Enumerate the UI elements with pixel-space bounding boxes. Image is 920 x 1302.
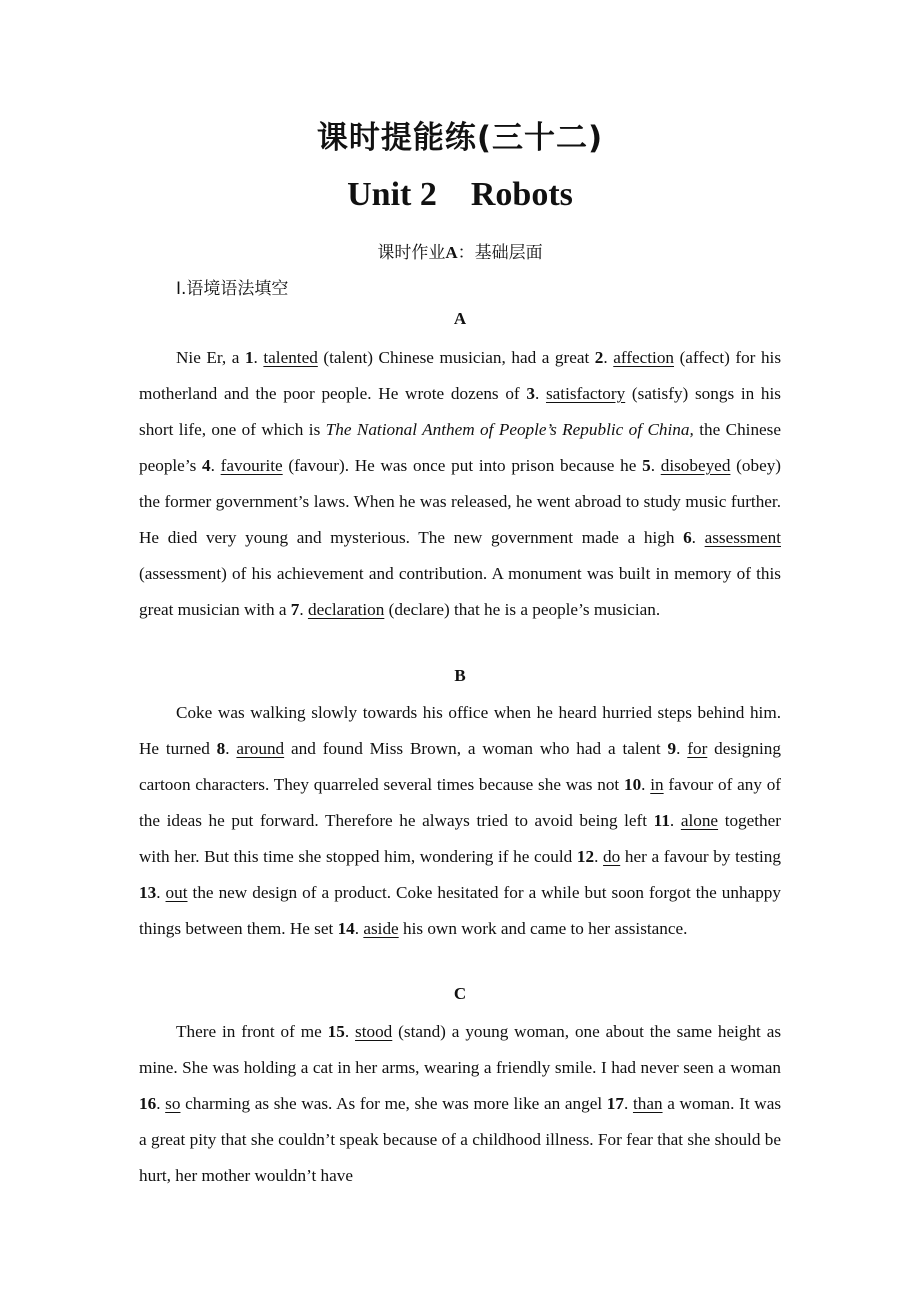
blank-number: 8 (216, 739, 226, 758)
section-label-post: ：基础层面 (457, 243, 543, 263)
section-label (0, 238, 920, 263)
answer: so (165, 1094, 181, 1113)
answer: satisfactory (545, 384, 626, 403)
blank-number: 12 (576, 847, 595, 866)
answer: assessment (704, 528, 781, 547)
blank-number: 7 (290, 600, 300, 619)
blank-number: 4 (202, 456, 211, 475)
blank-number: 2 (594, 348, 604, 367)
answer: affection (613, 348, 675, 367)
passage-a-letter: A (453, 309, 467, 328)
blank-number: 10 (623, 775, 642, 794)
answer: out (165, 883, 188, 902)
blank-number: 17 (606, 1094, 624, 1113)
blank-number: 11 (653, 811, 670, 830)
answer: declaration (307, 600, 385, 619)
part-heading: Ⅰ.语境语法填空 (176, 279, 289, 299)
answer: stood (355, 1022, 393, 1041)
passage-a: Nie Er, a 1. talented (talent) Chinese musician, had a great 2. affection (affect) for his motherland and the poor people. He wrote dozens of 3. satisfactory (satisfy) songs in his short life, one of which is The National Anthem of People’s Republic of China, the Chinese people’s 4. favourite (favour). He was once put into prison because he 5. disobeyed (obey) the former government’s laws. When he was released, he went abroad to study music further. He died very young and mysterious. The new government made a high 6. assessment (assessment) of his achievement and contribution. A monument was built in memory of this great musician with a 7. declaration (declare) that he is a people’s musician. (139, 348, 782, 619)
anthem-title: The National Anthem of People’s Republic of China, (325, 420, 694, 439)
answer: than (632, 1094, 663, 1113)
page-title: 课时提能练(三十二) (316, 120, 604, 156)
passage-b: Coke was walking slowly towards his office when he heard hurried steps behind him. He turned 8. around and found Miss Brown, a woman who had a talent 9. for designing cartoon characters. They quarreled several times because she was not 10. in favour of any of the ideas he put forward. Therefore he always tried to avoid being left 11. alone together with her. But this time she stopped him, wondering if he could 12. do her a favour by testing 13. out the new design of a product. Coke hesitated for a while but soon forgot the unhappy things between them. He set 14. aside his own work and came to her assistance. (139, 703, 782, 938)
blank-number: 6 (683, 528, 692, 547)
section-label-bold: A (445, 243, 458, 262)
passage-c-letter: C (453, 984, 467, 1003)
answer: for (687, 739, 708, 758)
blank-number: 9 (667, 739, 677, 758)
blank-number: 14 (337, 919, 355, 938)
passage-c: There in front of me 15. stood (stand) a young woman, one about the same height as mine. She was holding a cat in her arms, wearing a friendly smile. I had never seen a woman 16. so charming as she was. As for me, she was more like an angel 17. than a woman. It was a great pity that she couldn’t speak because of a childhood illness. For fear that she should be hurt, her mother wouldn’t have (139, 1022, 782, 1185)
answer: do (603, 847, 621, 866)
blank-number: 13 (139, 883, 157, 902)
blank-number: 15 (327, 1022, 345, 1041)
passage-b-letter: B (454, 666, 466, 685)
blank-number: 3 (526, 384, 535, 403)
blank-number: 5 (642, 456, 651, 475)
blank-number: 1 (244, 348, 254, 367)
answer: talented (263, 348, 318, 367)
answer: alone (680, 811, 719, 830)
section-label-pre: 课时作业 (377, 243, 446, 263)
answer: disobeyed (660, 456, 731, 475)
answer: aside (363, 919, 399, 938)
answer: in (650, 775, 664, 794)
blank-number: 16 (139, 1094, 157, 1113)
unit-title: Unit 2 Robots (347, 176, 573, 213)
answer: around (236, 739, 285, 758)
answer: favourite (220, 456, 283, 475)
